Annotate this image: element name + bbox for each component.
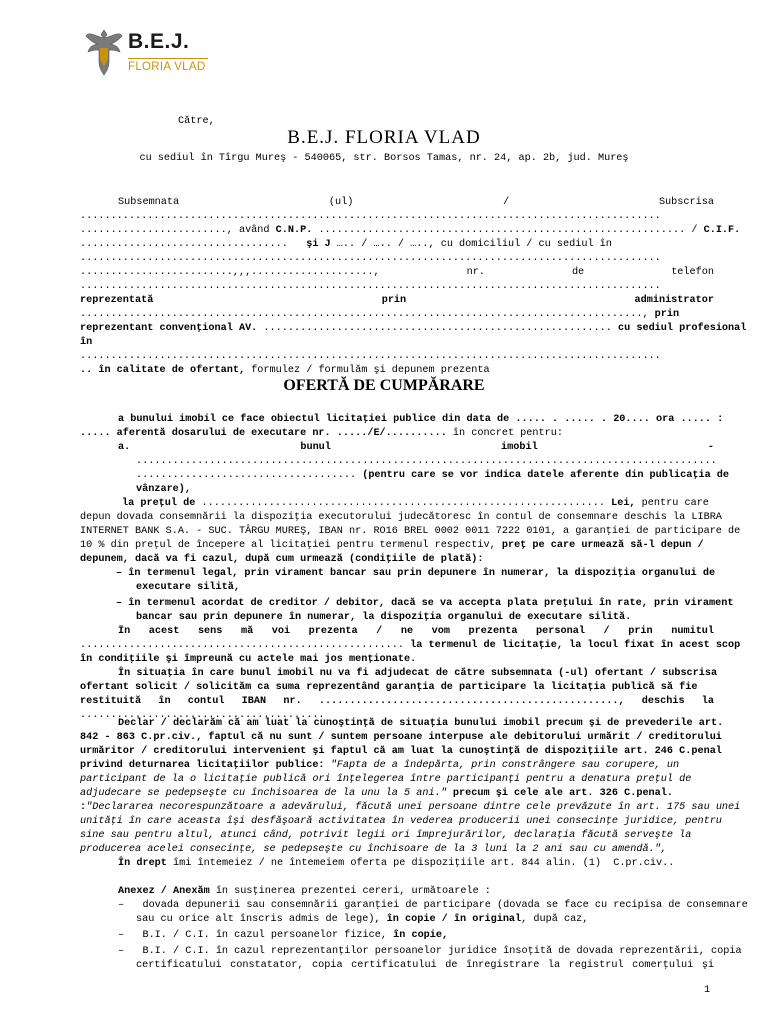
- declaration-line-5: participant de la o licitaţie publică ori înţelegerea între participanţi pentru a denatura preţul de: [80, 774, 692, 785]
- quote-line-3: sine sau pentru altul, atunci când, potrivit legii ori împrejurărilor, declaraţia făcută serveşte la: [80, 830, 692, 841]
- subsemnata-line: Subsemnata (ul) / Subscrisa: [118, 197, 714, 208]
- iban-refund-line: restituită în contul IBAN nr. ................................................., deschis la: [80, 696, 714, 707]
- representative-line: reprezentată prin administrator: [80, 295, 714, 306]
- quote-line-2: unităţi în care aceasta îşi desfăşoară activitatea în vederea producerii unei consecinţe juridice, pentru: [80, 816, 722, 827]
- property-line: a. bunul imobil -: [118, 442, 714, 453]
- dotted-line: ...............................................................................................: [80, 211, 661, 222]
- guarantee-line: 10 % din preţul de începere al licitaţiei pentru termenul respectiv, preţ pe care urmează să-l depun /: [80, 540, 704, 551]
- annex-item-1-cont: sau cu orice alt înscris admis de lege), în copie / în original, după caz,: [136, 914, 589, 925]
- dotted-line: ........................................: [80, 710, 325, 721]
- property-details-line: .................................... (pentru care se vor indica datele aferente din publicaţia de: [136, 470, 730, 481]
- price-line: la preţul de .................................................................. Lei, pentru care: [122, 498, 709, 509]
- payment-option-1-cont: executare silită,: [136, 582, 240, 593]
- phone-line: .........................,,,...................., nr. de telefon: [80, 267, 714, 278]
- declaration-line-3: urmăritor / creditorului intervenient şi faptul că am luat la cunoştinţă de dispoziţiile art. 246 C.penal: [80, 746, 722, 757]
- logo-divider: [128, 58, 208, 59]
- payment-option-2: – în termenul acordat de creditor / debitor, dacă se va accepta plata preţului în rate, prin virament: [116, 598, 734, 609]
- declaration-line: Declar / declarăm că am luat la cunoştinţă de situaţia bunului imobil precum şi de prevederile art.: [118, 718, 724, 729]
- cnp-line: ........................, având C.N.P. ............................................................ / C.I.F.: [80, 225, 741, 236]
- logo-subtitle: FLORIA VLAD: [128, 61, 206, 73]
- bank-iban-line: INTERNET BANK S.A. - SUC. TÂRGU MUREŞ, IBAN nr. RO16 BREL 0002 0011 7222 0101, a garanţiei de participare de: [80, 526, 741, 537]
- bej-logo: [84, 26, 214, 78]
- annex-item-3-cont: certificatului constatator, copia certificatului de înregistrare la registrul comerţului şi: [136, 960, 714, 971]
- bidder-capacity-line: .. în calitate de ofertant, formulez / formulăm şi depunem prezenta: [80, 365, 490, 376]
- presence-line: În acest sens mă voi prezenta / ne vom prezenta personal / prin numitul: [118, 626, 714, 637]
- annex-item-3: – B.I. / C.I. în cazul reprezentanţilor persoanelor juridice însoţită de dovada reprezentării, copia: [118, 946, 742, 957]
- refund-line-cont: ofertant solicit / solicităm ca suma reprezentând garanţia de participare la licitaţia publică să fie: [80, 682, 698, 693]
- payment-option-1: – în termenul legal, prin virament bancar sau prin depunere în numerar, la dispoziţia organului de: [116, 568, 716, 579]
- offer-heading: OFERTĂ DE CUMPĂRARE: [283, 377, 485, 394]
- quote-line-4: producerea acelei consecinţe, se pedepseşte cu închisoare de la 3 luni la 2 ani sau cu amendă.",: [80, 844, 667, 855]
- page-number: 1: [704, 985, 711, 996]
- firm-name: B.E.J. FLORIA VLAD: [287, 127, 481, 148]
- declaration-line-6: adjudecare se pedepseşte cu închisoarea de la unu la 5 ani." precum şi cele ale art. 326 C.penal.: [80, 788, 674, 799]
- payment-option-2-cont: bancar sau prin depunere în numerar, la dispoziţia organului de executare silită.: [136, 612, 632, 623]
- firm-address: cu sediul în Tîrgu Mureş - 540065, str. Borsos Tamas, nr. 24, ap. 2b, jud. Mureş: [139, 153, 629, 164]
- payment-conditions-line: depunem, dacă va fi cazul, după cum urmează (condiţiile de plată):: [80, 554, 484, 565]
- in-line: în: [80, 337, 93, 348]
- refund-line: În situaţia în care bunul imobil nu va fi adjudecat de către subsemnata (-ul) ofertant / subscrisa: [118, 668, 718, 679]
- dotted-line: ...............................................................................................: [80, 351, 661, 362]
- declaration-line-4: privind deturnarea licitaţiilor publice: "Fapta de a îndepărta, prin constrângere sau corupere, un: [80, 760, 680, 771]
- administrator-line: ............................................................................................, prin: [80, 309, 680, 320]
- annex-heading: Anexez / Anexăm în susţinerea prezentei cereri, următoarele :: [118, 886, 491, 897]
- legal-basis-line: În drept îmi întemeiez / ne întemeiem oferta pe dispoziţiile art. 844 alin. (1) C.pr.civ..: [118, 858, 675, 869]
- contractual-rep-line: reprezentant convenţional AV. ......................................................... cu sediul profesional: [80, 323, 747, 334]
- dotted-line: ...............................................................................................: [80, 281, 661, 292]
- deposit-line: depun dovada consemnării la dispoziţia executorului judecătoresc în contul de consemnare deschis la LIBRA: [80, 512, 722, 523]
- quote-line-1: :"Declararea necorespunzătoare a adevărului, făcută unei persoane dintre cele prevăzute în art. 175 sau unei: [80, 802, 741, 813]
- annex-item-2: – B.I. / C.I. în cazul persoanelor fizice, în copie,: [118, 930, 449, 941]
- logo-title: B.E.J.: [128, 30, 190, 53]
- auction-term-line: ..................................................... la termenul de licitaţie, la locul fixat în acest scop: [80, 640, 741, 651]
- registration-line: .................................. şi J ….. / ….. / ….., cu domiciliul / cu sediul în: [80, 239, 612, 250]
- eagle-crest-icon: [84, 26, 124, 78]
- recipient-label: Către,: [178, 116, 215, 127]
- dotted-line: ...............................................................................................: [136, 456, 717, 467]
- dotted-line: ...............................................................................................: [80, 253, 661, 264]
- declaration-line-2: 842 - 863 C.pr.civ., faptul că nu sunt / suntem persoane interpuse ale debitorului urmărit / creditorului: [80, 732, 722, 743]
- conditions-line: în condiţiile şi împreună cu actele mai jos menţionate.: [80, 654, 417, 665]
- file-number-line: ..... aferentă dosarului de executare nr. ...../E/.......... în concret pentru:: [80, 428, 563, 439]
- sale-label: vânzare),: [136, 484, 192, 495]
- annex-item-1: – dovada depunerii sau consemnării garanţiei de participare (dovada se face cu recipisa de consemnare: [118, 900, 748, 911]
- auction-date-line: a bunului imobil ce face obiectul licitaţiei publice din data de ..... . ..... . 20.... ora ..... :: [118, 414, 724, 425]
